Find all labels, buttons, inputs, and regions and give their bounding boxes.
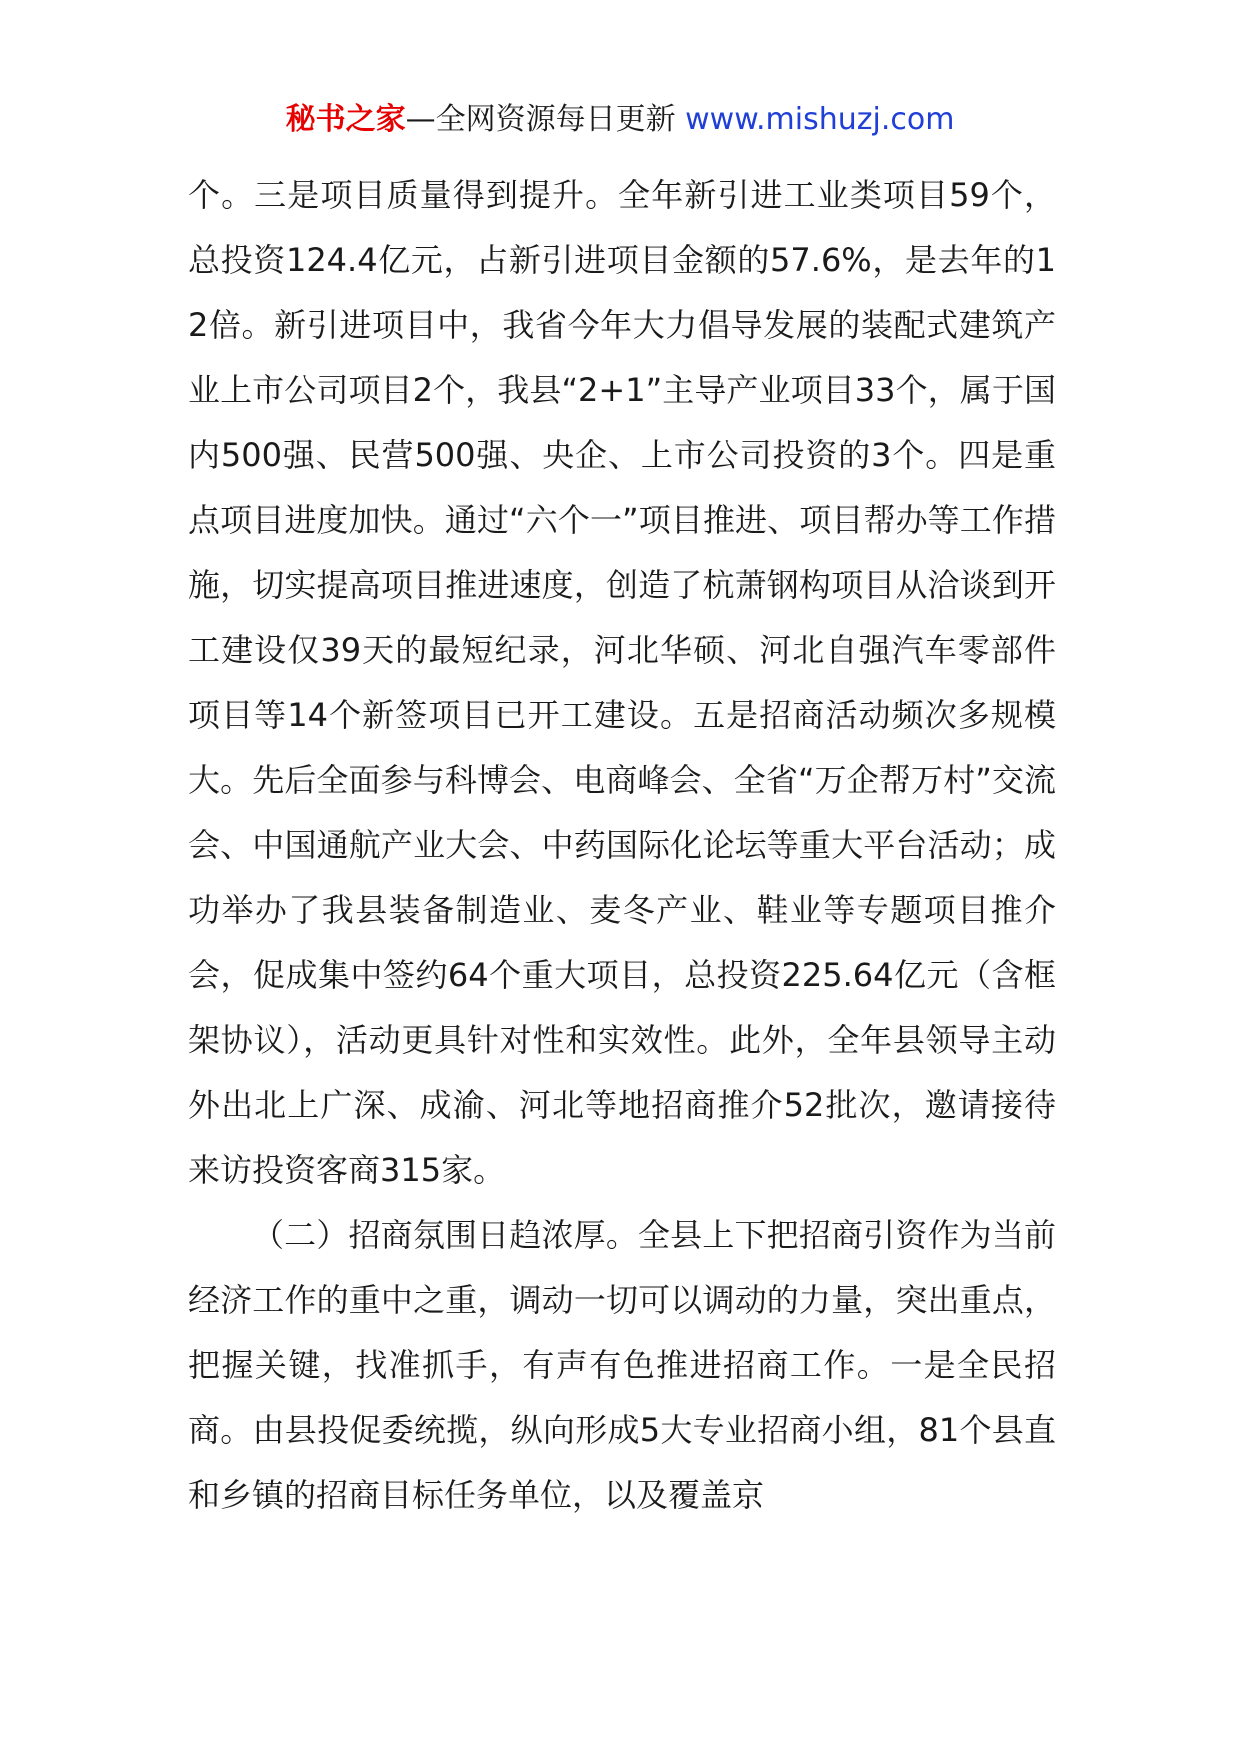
document-body (188, 163, 1056, 1528)
header-url-link[interactable]: www.mishuzj.com (685, 102, 955, 137)
paragraph-investment-atmosphere: （二）招商氛围日趋浓厚。全县上下把招商引资作为当前经济工作的重中之重，调动一切可以调动的力量，突出重点，把握关键，找准抓手，有声有色推进招商工作。一是全民招商。由县投促委统揽，纵向形成5大专业招商小组，81个县直和乡镇的招商目标任务单位，以及覆盖京 (188, 1216, 1056, 1514)
paragraph-project-results: 个。三是项目质量得到提升。全年新引进工业类项目59个，总投资124.4亿元，占新引进项目金额的57.6%，是去年的12倍。新引进项目中，我省今年大力倡导发展的装配式建筑产业上市公司项目2个，我县“2+1”主导产业项目33个，属于国内500强、民营500强、央企、上市公司投资的3个。四是重点项目进度加快。通过“六个一”项目推进、项目帮办等工作措施，切实提高项目推进速度，创造了杭萧钢构项目从洽谈到开工建设仅39天的最短纪录，河北华硕、河北自强汽车零部件项目等14个新签项目已开工建设。五是招商活动频次多规模大。先后全面参与科博会、电商峰会、全省“万企帮万村”交流会、中国通航产业大会、中药国际化论坛等重大平台活动；成功举办了我县装备制造业、麦冬产业、鞋业等专题项目推介会，促成集中签约64个重大项目，总投资225.64亿元（含框架协议），活动更具针对性和实效性。此外，全年县领导主动外出北上广深、成渝、河北等地招商推介52批次，邀请接待来访投资客商315家。 (188, 176, 1056, 1189)
header-brand: 秘书之家 (285, 102, 406, 137)
page-header (0, 100, 1240, 140)
header-tagline: —全网资源每日更新 (405, 102, 676, 137)
